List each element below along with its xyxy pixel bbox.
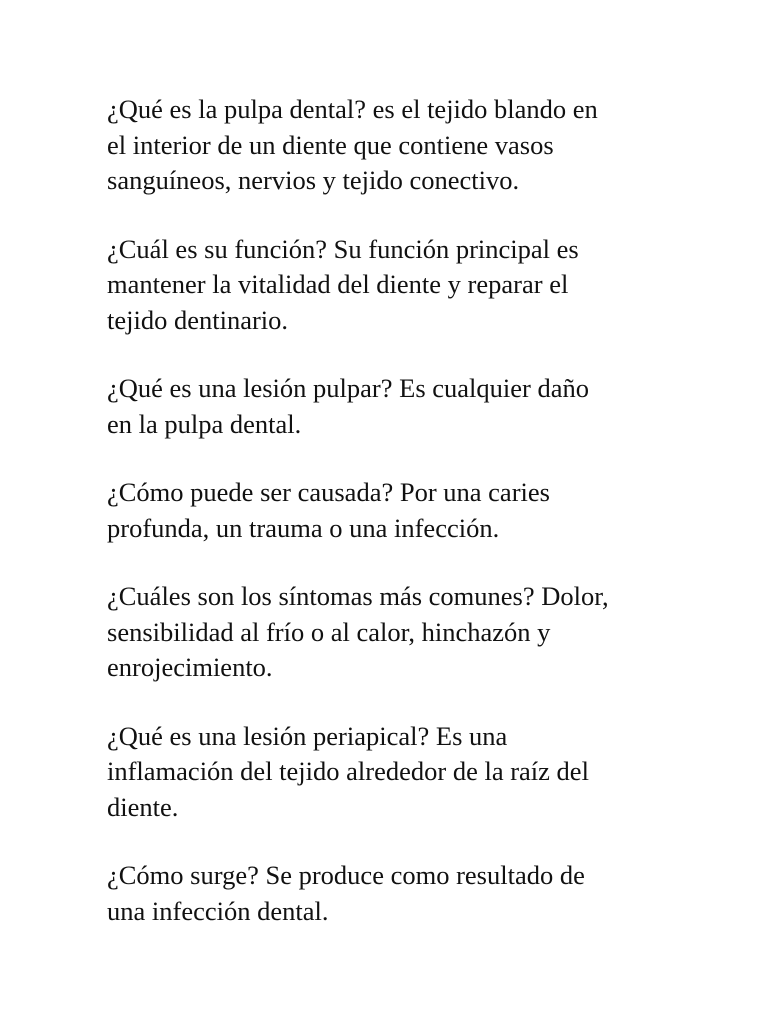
paragraph-funcion: ¿Cuál es su función? Su función principal es mantener la vitalidad del diente y reparar el tejido dentinario. bbox=[107, 233, 579, 335]
document-page bbox=[107, 92, 667, 962]
paragraph-sintomas: ¿Cuáles son los síntomas más comunes? Dolor, sensibilidad al frío o al calor, hinchazón y enrojecimiento. bbox=[107, 581, 609, 682]
paragraph-como-surge: ¿Cómo surge? Se produce como resultado de una infección dental. bbox=[107, 860, 585, 926]
paragraph-pulpa-dental: ¿Qué es la pulpa dental? es el tejido blando en el interior de un diente que contiene vasos sanguíneos, nervios y tejido conectivo. bbox=[107, 94, 598, 195]
paragraph-lesion-periapical: ¿Qué es una lesión periapical? Es una inflamación del tejido alrededor de la raíz del diente. bbox=[107, 720, 589, 822]
paragraph-lesion-pulpar: ¿Qué es una lesión pulpar? Es cualquier daño en la pulpa dental. bbox=[107, 373, 589, 439]
paragraph-causas: ¿Cómo puede ser causada? Por una caries profunda, un trauma o una infección. bbox=[107, 477, 550, 543]
